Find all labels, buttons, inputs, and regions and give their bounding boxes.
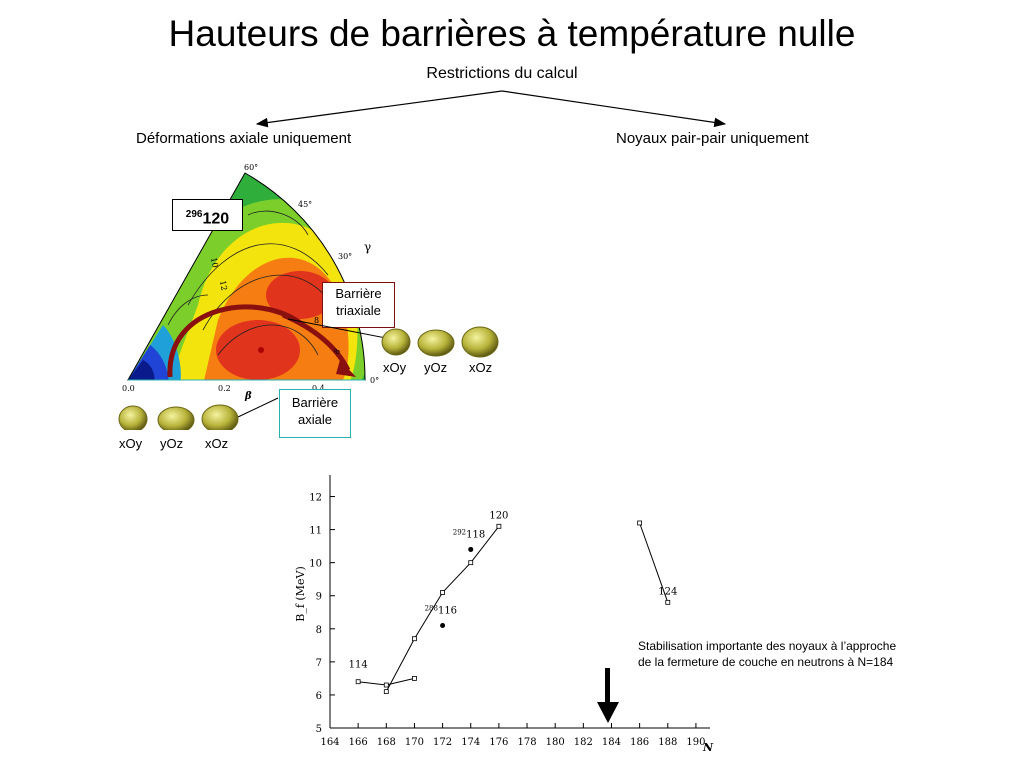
experimental-point	[440, 623, 445, 628]
x-tick-label: 182	[573, 737, 593, 748]
contour-label: 8	[331, 347, 343, 356]
plane-label-xoy: xOy	[383, 360, 407, 375]
contour-label: 12	[218, 279, 229, 292]
x-tick-label: 184	[601, 737, 622, 748]
nucleus-charge: 120	[202, 210, 230, 228]
x-tick-label: 176	[489, 737, 509, 748]
even-even-label: Noyaux pair-pair uniquement	[616, 130, 809, 147]
data-point	[441, 590, 445, 594]
series-label: 114	[348, 659, 368, 671]
series-label: 120	[489, 510, 509, 522]
nucleus-mass: 296	[185, 209, 203, 220]
x-tick-label: 174	[461, 737, 481, 748]
x-tick-label: 188	[658, 737, 678, 748]
x-tick-label: 168	[376, 737, 396, 748]
axial-line1: Barrière	[291, 395, 339, 410]
data-point	[412, 637, 416, 641]
experimental-label: $^{292}$118	[452, 528, 486, 541]
triaxial-line2: triaxiale	[336, 303, 381, 318]
angle-30-label: 30°	[338, 252, 353, 261]
barrier-height-chart	[290, 470, 730, 760]
triaxial-line1: Barrière	[335, 286, 382, 301]
plane-label-xoy: xOy	[119, 436, 143, 451]
x-tick-label: 186	[630, 737, 650, 748]
x-tick-label: 172	[433, 737, 453, 748]
angle-45-label: 45°	[298, 200, 313, 209]
experimental-point	[468, 547, 473, 552]
axial-line2: axiale	[298, 412, 332, 427]
y-tick-label: 6	[315, 690, 322, 702]
series-label: 124	[658, 586, 678, 598]
y-tick-label: 12	[309, 492, 322, 504]
y-tick-label: 5	[315, 724, 322, 735]
data-point	[384, 690, 388, 694]
y-tick-label: 11	[309, 525, 322, 537]
data-point	[666, 600, 670, 604]
x-tick-label: 180	[545, 737, 565, 748]
beta-tick-02: 0.2	[218, 384, 231, 393]
ellipsoid-illustrations	[100, 300, 520, 430]
data-point	[638, 521, 642, 525]
y-axis-label: B_f (MeV)	[294, 566, 307, 622]
plane-label-xoz: xOz	[469, 360, 493, 375]
experimental-label: $^{288}$116	[424, 604, 458, 617]
shell-closure-arrow	[594, 668, 622, 724]
slide-title: Hauteurs de barrières à température nulle	[168, 13, 856, 54]
beta-tick-0: 0.0	[122, 384, 135, 393]
data-point	[412, 676, 416, 680]
y-tick-label: 7	[315, 657, 322, 669]
data-point	[356, 680, 360, 684]
plane-label-xoz: xOz	[205, 436, 229, 451]
restrictions-heading: Restrictions du calcul	[426, 65, 578, 82]
y-tick-label: 9	[315, 591, 322, 603]
x-axis-label: N	[702, 741, 713, 754]
branch-arrows	[0, 0, 1024, 160]
x-tick-label: 190	[686, 737, 706, 748]
x-tick-label: 166	[348, 737, 368, 748]
beta-axis-label: β	[245, 391, 252, 402]
x-tick-label: 178	[517, 737, 537, 748]
x-tick-label: 164	[320, 737, 340, 748]
angle-0-label: 0°	[370, 376, 380, 385]
nucleus-label	[172, 199, 243, 231]
contour-label: 10	[209, 256, 220, 269]
gamma-label: γ	[364, 240, 372, 254]
plane-label-yoz: yOz	[160, 436, 184, 451]
y-tick-label: 10	[309, 558, 322, 570]
axial-deformation-label: Déformations axiale uniquement	[136, 130, 352, 147]
contour-label: 8	[314, 316, 320, 325]
plane-label-yoz: yOz	[424, 360, 448, 375]
data-point	[497, 524, 501, 528]
y-tick-label: 8	[315, 624, 322, 636]
stabilisation-note: Stabilisation importante des noyaux à l’approche de la fermeture de couche en neutrons à N=184	[638, 639, 897, 669]
x-tick-label: 170	[404, 737, 424, 748]
angle-60-label: 60°	[244, 163, 259, 172]
data-point	[384, 683, 388, 687]
data-point	[469, 561, 473, 565]
